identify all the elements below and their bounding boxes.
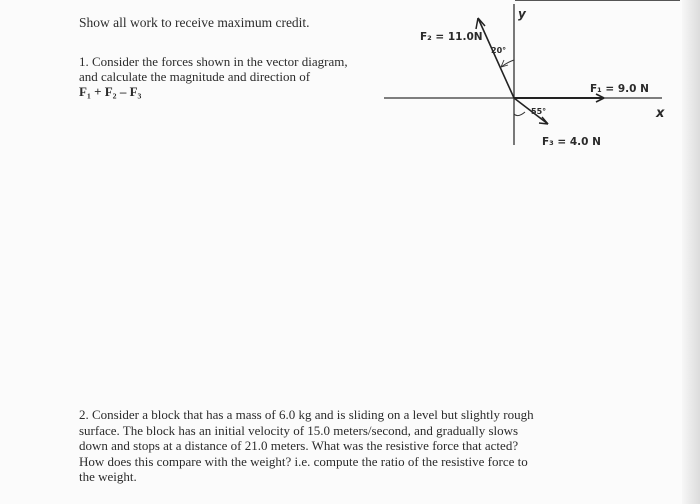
vector-diagram bbox=[380, 0, 680, 170]
page-edge-shadow bbox=[682, 0, 700, 504]
problem-2-line-3: down and stops at a distance of 21.0 meters. What was the resistive force that acted? bbox=[79, 438, 519, 454]
f3-label: F₃ = 4.0 N bbox=[542, 136, 601, 148]
problem-2-line-4: How does this compare with the weight? i.e. compute the ratio of the resistive force to bbox=[79, 453, 528, 469]
f2-label: F₂ = 11.0N bbox=[420, 31, 483, 43]
problem-2-line-1: 2. Consider a block that has a mass of 6.0 kg and is sliding on a level but slightly rough bbox=[79, 407, 534, 422]
x-axis-label: x bbox=[656, 106, 665, 121]
problem-2 bbox=[79, 407, 534, 485]
angle-arc-f3 bbox=[514, 112, 525, 116]
f1-label: F₁ = 9.0 N bbox=[590, 83, 649, 95]
problem-1-line-2: and calculate the magnitude and direction of bbox=[79, 69, 311, 84]
problem-2-line-2: surface. The block has an initial velocity of 15.0 meters/second, and gradually slows bbox=[79, 422, 519, 438]
problem-1-line-1: 1. Consider the forces shown in the vector diagram, bbox=[79, 54, 348, 69]
f2-vector bbox=[478, 18, 514, 98]
y-axis-label: y bbox=[518, 7, 526, 21]
problem-1 bbox=[79, 54, 348, 99]
problem-1-expression: F₁ + F₂ – F₃ bbox=[79, 84, 142, 99]
angle-f3-label: 55° bbox=[531, 107, 547, 116]
instructions-text: Show all work to receive maximum credit. bbox=[79, 15, 310, 30]
angle-f2-label: 20° bbox=[491, 46, 507, 55]
problem-2-line-5: the weight. bbox=[79, 469, 137, 485]
